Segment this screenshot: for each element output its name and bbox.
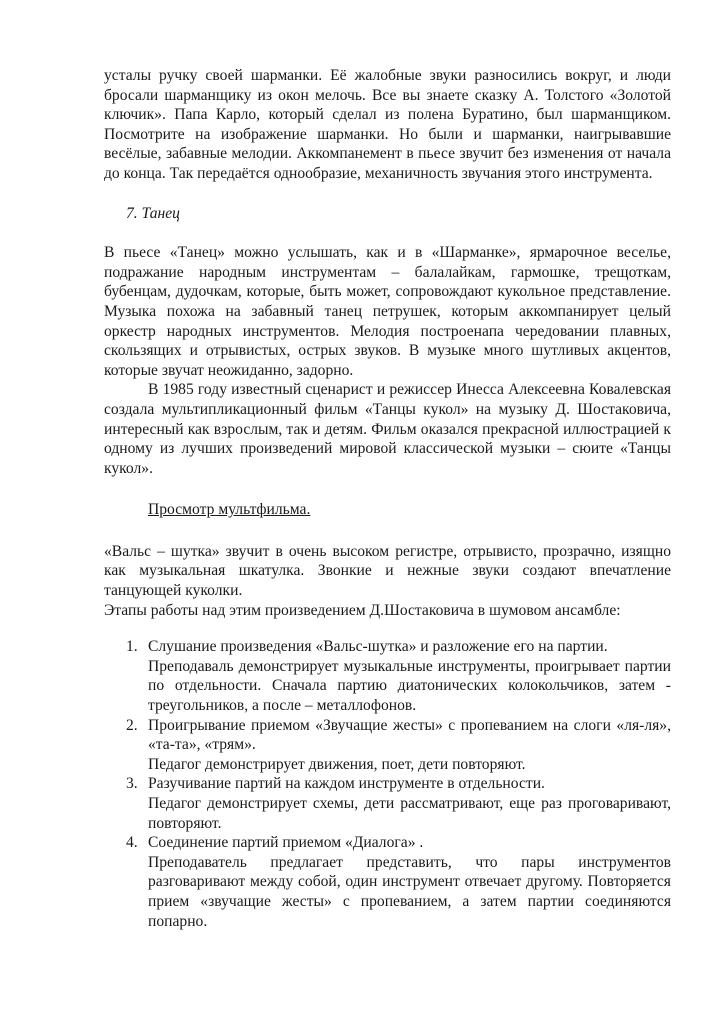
list-item [126,637,671,715]
steps-list [104,637,671,931]
step-title: Проигрывание приемом «Звучащие жесты» с пропеванием на слоги «ля-ля», «та-та», «трям». [148,716,671,754]
step-title: Соединение партий приемом «Диалога» . [148,834,424,852]
list-item [126,774,671,833]
step-number: 3. [126,775,138,793]
step-description: Педагог демонстрирует движения, поет, дети повторяют. [148,755,526,773]
step-description: Педагог демонстрирует схемы, дети рассматривают, еще раз проговаривают, повторяют. [148,795,671,832]
dance-paragraph: В пьесе «Танец» можно услышать, как и в «Шарманке», ярмарочное веселье, подражание народным инструментам – балалайкам, гармошке, трещоткам, бубенцам, дудочкам, которые, быть может, сопровождают кукольное представление. Музыка похожа на забавный танец петрушек, которым аккомпанирует целый оркестр народных инструментов. Мелодия построенапа чередовании плавных, скользящих и отрывистых, острых звуков. В музыке много шутливых акцентов, которые звучат неожиданно, задорно. [104,244,671,379]
viewing-heading: Просмотр мультфильма. [148,501,311,519]
step-number: 4. [126,834,138,852]
section-heading-dance: 7. Танец [126,204,180,222]
step-number: 2. [126,716,138,734]
intro-paragraph: усталы ручку своей шарманки. Её жалобные звуки разносились вокруг, и люди бросали шарманщику из окон мелочь. Все вы знаете сказку А. Толстого «Золотой ключик». Папа Карло, который сделал из полена Буратино, был шарманщиком. Посмотрите на изображение шарманки. Но были и шарманки, наигрывавшие весёлые, забавные мелодии. Аккомпанемент в пьесе звучит без изменения от начала до конца. Так передаётся однообразие, механичность звучания этого инструмента. [104,67,671,182]
list-item [126,716,671,775]
step-number: 1. [126,638,138,656]
stages-intro: Этапы работы над этим произведением Д.Шостаковича в шумовом ансамбле: [104,601,621,619]
step-description: Преподаваль демонстрирует музыкальные инструменты, проигрывает партии по отдельности. Сначала партию диатонических колокольчиков, затем - треугольников, а после – металлофонов. [148,657,671,715]
list-item [126,833,671,931]
step-title: Слушание произведения «Вальс-шутка» и разложение его на партии. [148,638,608,656]
step-description: Преподаватель предлагает представить, что пары инструментов разговаривают между собой, один инструмент отвечает другому. Повторяется прием «звучащие жесты» с пропеванием, а затем партии соединяются попарно. [148,853,671,930]
waltz-paragraph: «Вальс – шутка» звучит в очень высоком регистре, отрывисто, прозрачно, изящно как музыкальная шкатулка. Звонкие и нежные звуки создают впечатление танцующей куколки. [104,542,671,600]
step-title: Разучивание партий на каждом инструменте в отдельности. [148,775,545,793]
film-paragraph: В 1985 году известный сценарист и режиссер Инесса Алексеевна Ковалевская создала мультипликационный фильм «Танцы кукол» на музыку Д. Шостаковича, интересный как взрослым, так и детям. Фильм оказался прекрасной иллюстрацией к одному из лучших произведений мировой классической музыки – сюите «Танцы кукол». [104,381,671,477]
